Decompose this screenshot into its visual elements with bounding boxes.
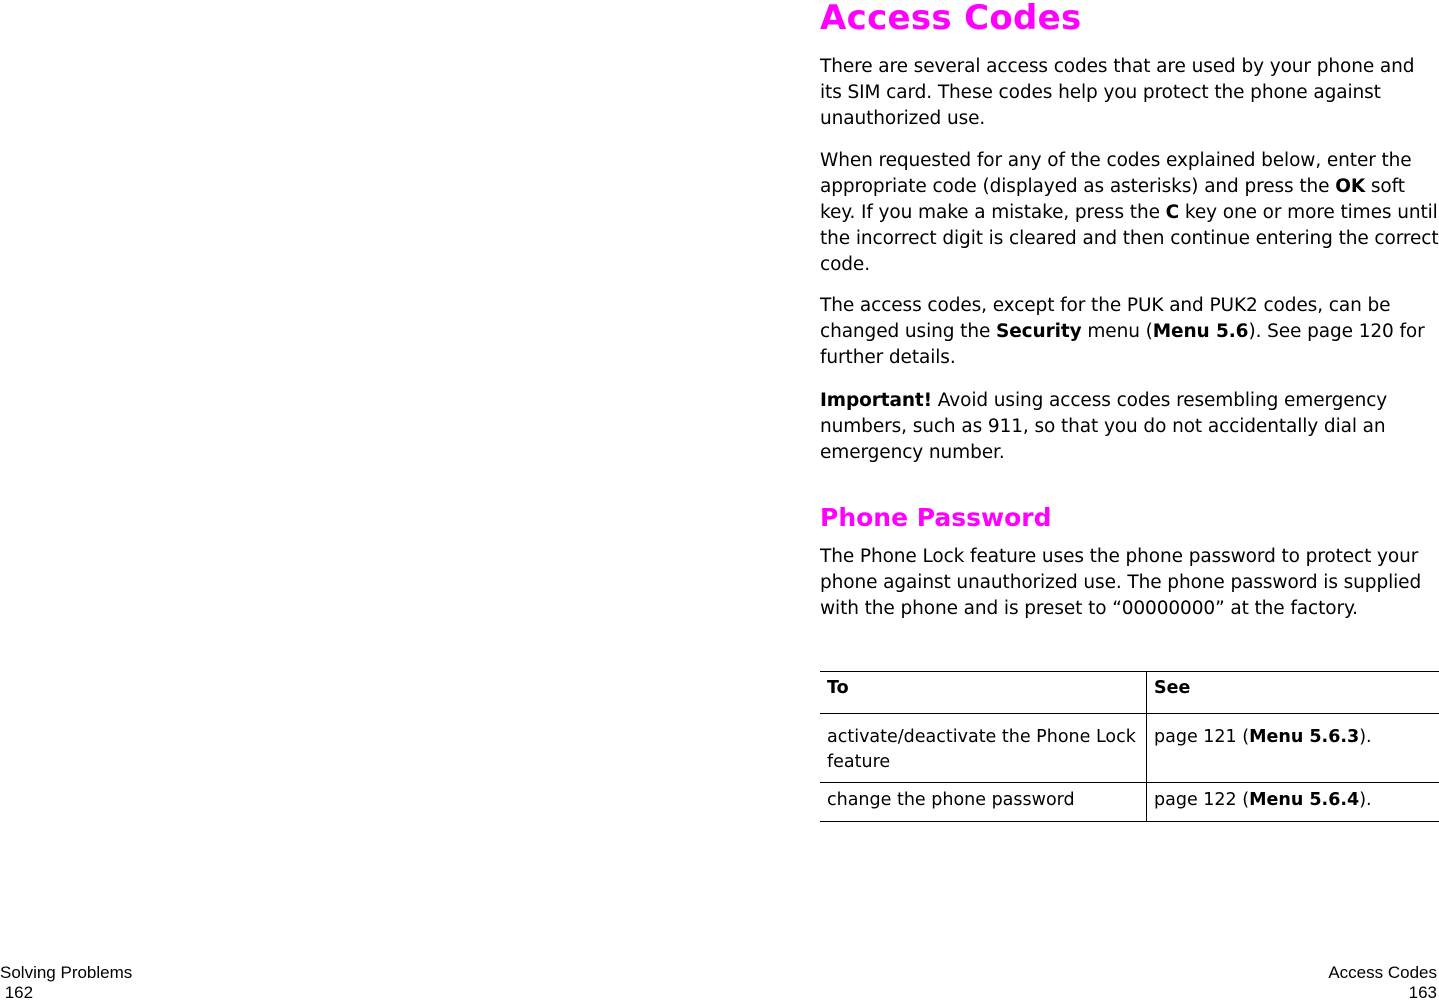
table-header-row	[820, 672, 1439, 714]
footer-right	[1328, 963, 1437, 1003]
c-key-label: C	[1165, 202, 1180, 223]
security-menu-label: Security	[996, 321, 1082, 342]
footer-right-page-number: 163	[1408, 983, 1437, 1002]
footer-right-title: Access Codes	[1328, 963, 1437, 982]
table-cell-to: change the phone password	[820, 783, 1147, 822]
entry-text-1: When requested for any of the codes explained below, enter the appropriate code (displayed as asterisks) and press the	[820, 150, 1412, 197]
entry-text-2: soft key. If you make a mistake, press the	[820, 176, 1405, 223]
see-menu-ref: Menu 5.6.3	[1249, 727, 1360, 747]
change-codes-paragraph	[820, 293, 1439, 371]
change-text-1: The access codes, except for the PUK and PUK2 codes, can be changed using the	[820, 295, 1391, 342]
intro-paragraph: There are several access codes that are used by your phone and its SIM card. These codes help you protect the phone against unauthorized use.	[820, 56, 1415, 129]
column-header-to: To	[820, 672, 1147, 714]
page-title: Access Codes	[820, 0, 1082, 38]
table-cell-to: activate/deactivate the Phone Lock feature	[820, 714, 1147, 783]
table-row	[820, 714, 1439, 783]
column-header-see: See	[1154, 678, 1191, 698]
change-text-2: menu (	[1081, 321, 1153, 342]
see-text-pre: page 122 (	[1154, 790, 1250, 810]
menu-number-label: Menu 5.6	[1152, 321, 1249, 342]
phone-password-paragraph: The Phone Lock feature uses the phone password to protect your phone against unauthorized use. The phone password is supplied with the phone and is preset to “00000000” at the factory.	[820, 546, 1422, 619]
see-menu-ref: Menu 5.6.4	[1249, 790, 1360, 810]
section-title: Phone Password	[820, 503, 1052, 532]
footer-left-title: Solving Problems	[0, 963, 133, 982]
entry-instructions-paragraph	[820, 148, 1439, 278]
see-text-post: ).	[1359, 790, 1372, 810]
footer-left-page-number: 162	[0, 983, 34, 1002]
see-text-pre: page 121 (	[1154, 727, 1250, 747]
phone-password-table	[820, 671, 1439, 822]
footer-left	[0, 963, 132, 1003]
table-cell-see	[1147, 714, 1439, 783]
table-row	[820, 783, 1439, 822]
important-label: Important!	[820, 390, 933, 411]
change-text-3: ). See page 120 for further details.	[820, 321, 1425, 368]
important-note	[820, 388, 1439, 466]
ok-key-label: OK	[1335, 176, 1366, 197]
see-text-post: ).	[1359, 727, 1372, 747]
table-cell-see	[1147, 783, 1439, 822]
entry-text-3: key one or more times until the incorrect digit is cleared and then continue entering the correct code.	[820, 202, 1439, 275]
important-text: Avoid using access codes resembling emergency numbers, such as 911, so that you do not accidentally dial an emergency number.	[820, 390, 1388, 463]
